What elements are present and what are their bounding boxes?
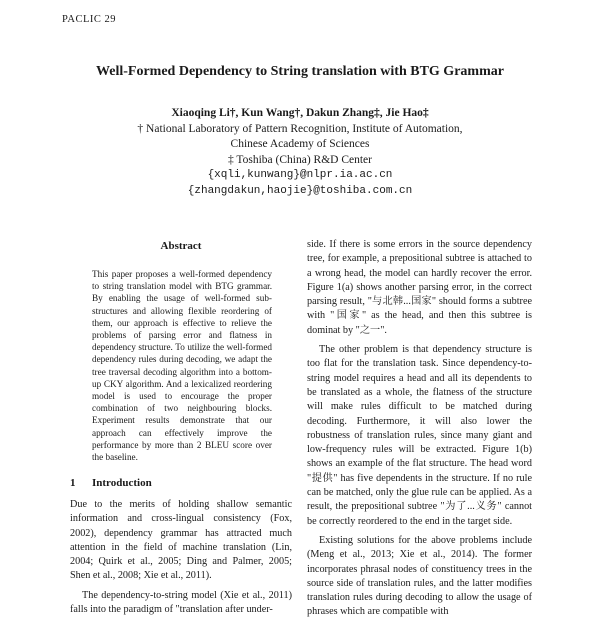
affiliation-2: ‡ Toshiba (China) R&D Center (228, 153, 372, 166)
introduction-body (70, 498, 292, 617)
right-paragraph-1: side. If there is some errors in the source dependency tree, for example, a prepositional subtree is attached to a wrong head, the model can hardly recover the error. Figure 1(a) shows another parsing error, in the correct parsing result, "与北韩...国家" should forms a subtree with "国家" as the head, and then this subtree is dominat by "之一". (307, 239, 532, 336)
section-heading-introduction (70, 477, 152, 489)
affiliation-1: † National Laboratory of Pattern Recognition, Institute of Automation, (137, 122, 463, 135)
intro-paragraph-1: Due to the merits of holding shallow semantic information and cross-lingual consistency (Fox, 2002), dependency grammar has attracted much attention in the field of machine translation (Lin, 2004; Quirk et al., 2005; Ding and Palmer, 2005; Shen et al., 2008; Xie et al., 2011). (70, 499, 292, 582)
affiliation-1-cont: Chinese Academy of Sciences (230, 138, 370, 151)
section-number: 1 (70, 477, 76, 489)
venue-header: PACLIC 29 (62, 14, 117, 25)
abstract-heading: Abstract (160, 240, 202, 252)
right-column-body (307, 238, 532, 620)
paper-title: Well-Formed Dependency to String translation with BTG Grammar (96, 64, 504, 79)
intro-paragraph-2: The dependency-to-string model (Xie et al., 2011) falls into the paradigm of "translation after under- (70, 589, 292, 616)
email-line-2: {zhangdakun,haojie}@toshiba.com.cn (187, 184, 413, 197)
right-paragraph-3: Existing solutions for the above problems include (Meng et al., 2013; Xie et al., 2014). The former incorporates phrasal nodes of constituency trees in the source side of translation rules, and the latter modifies translation rules during decoding to allow the usage of phrases which are compatible with (307, 534, 532, 618)
author-block (0, 106, 600, 200)
author-names: Xiaoqing Li†, Kun Wang†, Dakun Zhang‡, Jie Hao‡ (171, 107, 429, 119)
email-line-1: {xqli,kunwang}@nlpr.ia.ac.cn (207, 169, 393, 182)
section-title: Introduction (92, 477, 152, 489)
right-paragraph-2: The other problem is that dependency structure is too flat for the translation task. Since dependency-to-string model requires a head and all its dependents to be translated as a whole, the flatness of the structure will make rules difficult to be matched during decoding. Furthermore, it will also lower the robustness of translation rules, since many giant and low-frequency rules will be extracted. Figure 1(b) shows an example of the flat structure. The head word "提供" has five dependents in the structure. If no rule can be matched, only the glue rule can be applied. As a result, the prepositional subtree "为了...义务" cannot be correctly reordered to the end in the target side. (307, 344, 532, 527)
abstract-text: This paper proposes a well-formed dependency to string translation model with BTG grammar. By enabling the usage of well-formed sub-structures and allowing flexible reordering of them, our approach is effective to relieve the problems of parsing error and flatness in dependency structure. To utilize the well-formed dependency rules during decoding, we adapt the tree traversal decoding algorithm into a bottom-up CKY algorithm. And a lexicalized reordering model is used to encourage the proper combination of two neighbouring blocks. Experiment results demonstrate that our approach can effectively improve the performance by more than 2 BLEU score over the baseline. (92, 269, 272, 463)
